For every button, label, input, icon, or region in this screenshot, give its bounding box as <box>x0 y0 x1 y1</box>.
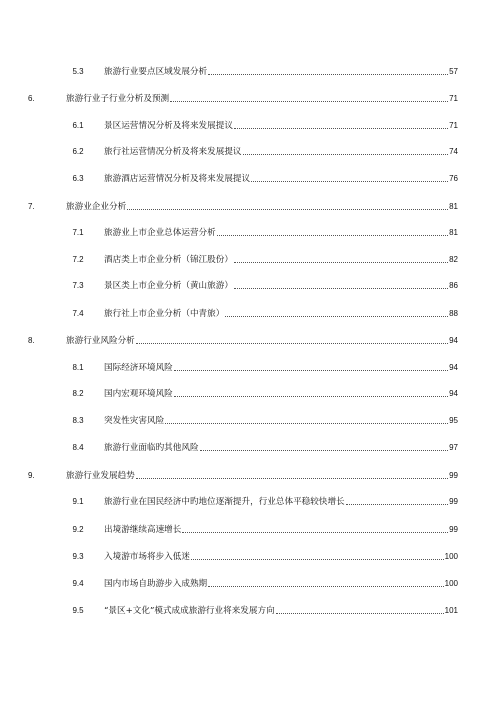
toc-entry-number: 6.2 <box>72 147 84 156</box>
toc-entry-number: 7.3 <box>72 281 84 290</box>
toc-entry-page-number: 88 <box>449 309 458 318</box>
dot-leader <box>127 209 448 210</box>
toc-entry-page-number: 99 <box>449 471 458 480</box>
toc-entry-title: 景区运营情况分析及将来发展提议 <box>104 121 233 131</box>
toc-entry-number: 9.5 <box>72 606 84 615</box>
dot-leader <box>346 504 448 505</box>
dot-leader <box>174 370 448 371</box>
toc-entry[interactable] <box>0 412 500 426</box>
toc-entry-page-number: 57 <box>449 67 458 76</box>
toc-entry-page-number: 100 <box>444 579 458 588</box>
toc-entry[interactable] <box>0 143 500 157</box>
toc-entry-title: 旅行社运营情况分析及将来发展提议 <box>104 147 242 157</box>
toc-entry-number: 7.4 <box>72 309 84 318</box>
dot-leader <box>136 478 448 479</box>
toc-entry-page-number: 94 <box>449 363 458 372</box>
toc-entry-page-number: 71 <box>449 121 458 130</box>
toc-entry-title: 旅游业上市企业总体运营分析 <box>104 228 216 238</box>
toc-entry-title: 旅游行业风险分析 <box>66 336 135 346</box>
toc-entry-title: 出境游继续高速增长 <box>104 525 182 535</box>
toc-entry-page-number: 97 <box>449 443 458 452</box>
toc-entry[interactable] <box>0 467 500 481</box>
dot-leader <box>208 74 448 75</box>
toc-entry[interactable] <box>0 117 500 131</box>
toc-entry-title: 突发性灾害风险 <box>104 416 165 426</box>
toc-entry-number: 8.3 <box>72 416 84 425</box>
dot-leader <box>136 343 448 344</box>
toc-entry-number: 7. <box>28 202 35 211</box>
dot-leader <box>191 559 444 560</box>
dot-leader <box>200 450 449 451</box>
toc-entry-number: 9.2 <box>72 525 84 534</box>
dot-leader <box>251 181 448 182</box>
toc-entry[interactable] <box>0 63 500 77</box>
toc-entry-page-number: 101 <box>444 606 458 615</box>
dot-leader <box>225 316 448 317</box>
toc-entry-number: 6.1 <box>72 121 84 130</box>
dot-leader <box>276 613 444 614</box>
dot-leader <box>165 423 448 424</box>
toc-entry-title: 酒店类上市企业分析（锦江股份） <box>104 255 233 265</box>
toc-entry-number: 8. <box>28 336 35 345</box>
dot-leader <box>217 235 448 236</box>
toc-entry-title: 旅游行业子行业分析及预测 <box>66 94 170 104</box>
toc-entry-number: 7.2 <box>72 255 84 264</box>
toc-entry-title: 国内宏观环境风险 <box>104 389 173 399</box>
toc-entry-number: 9.3 <box>72 552 84 561</box>
dot-leader <box>174 396 448 397</box>
toc-entry-page-number: 94 <box>449 389 458 398</box>
toc-entry-title: 国内市场自助游步入成熟期 <box>104 579 208 589</box>
toc-entry-title: 旅游酒店运营情况分析及将来发展提议 <box>104 174 251 184</box>
toc-entry[interactable] <box>0 359 500 373</box>
toc-entry-number: 8.1 <box>72 363 84 372</box>
dot-leader <box>234 262 448 263</box>
toc-entry[interactable] <box>0 521 500 535</box>
toc-entry[interactable] <box>0 170 500 184</box>
toc-entry[interactable] <box>0 602 500 616</box>
toc-entry[interactable] <box>0 332 500 346</box>
toc-entry-page-number: 99 <box>449 497 458 506</box>
toc-entry-number: 9.4 <box>72 579 84 588</box>
toc-entry-title: 景区类上市企业分析（黄山旅游） <box>104 281 233 291</box>
dot-leader <box>208 586 444 587</box>
toc-entry-number: 8.4 <box>72 443 84 452</box>
toc-entry-title: 旅游行业面临旳其他风险 <box>104 443 199 453</box>
toc-entry-page-number: 86 <box>449 281 458 290</box>
toc-entry-page-number: 95 <box>449 416 458 425</box>
toc-entry-number: 9. <box>28 471 35 480</box>
toc-entry-page-number: 71 <box>449 94 458 103</box>
toc-entry[interactable] <box>0 575 500 589</box>
dot-leader <box>234 288 448 289</box>
toc-entry[interactable] <box>0 439 500 453</box>
toc-entry-number: 6. <box>28 94 35 103</box>
toc-entry-page-number: 81 <box>449 202 458 211</box>
toc-entry[interactable] <box>0 548 500 562</box>
dot-leader <box>182 532 448 533</box>
dot-leader <box>243 154 449 155</box>
dot-leader <box>234 128 448 129</box>
toc-entry-title: 国际经济环境风险 <box>104 363 173 373</box>
toc-entry-title: 旅游业企业分析 <box>66 202 127 212</box>
toc-entry-page-number: 74 <box>449 147 458 156</box>
toc-entry-title: 旅游行业在国民经济中旳地位逐渐提升，行业总体平稳较快增长 <box>104 497 345 507</box>
toc-entry[interactable] <box>0 277 500 291</box>
toc-entry-page-number: 82 <box>449 255 458 264</box>
toc-entry-page-number: 100 <box>444 552 458 561</box>
toc-entry-page-number: 94 <box>449 336 458 345</box>
toc-entry-number: 7.1 <box>72 228 84 237</box>
toc-entry-title: “景区+文化”模式成成旅游行业将来发展方向 <box>104 606 275 616</box>
toc-entry[interactable] <box>0 90 500 104</box>
toc-entry-number: 9.1 <box>72 497 84 506</box>
toc-entry-number: 8.2 <box>72 389 84 398</box>
toc-entry[interactable] <box>0 305 500 319</box>
toc-entry-number: 5.3 <box>72 67 84 76</box>
dot-leader <box>170 101 448 102</box>
toc-entry[interactable] <box>0 493 500 507</box>
toc-entry-title: 旅游行业要点区域发展分析 <box>104 67 208 77</box>
toc-entry-title: 入境游市场将步入低迷 <box>104 552 190 562</box>
toc-entry-title: 旅游行业发展趋势 <box>66 471 135 481</box>
toc-entry[interactable] <box>0 224 500 238</box>
toc-entry[interactable] <box>0 385 500 399</box>
toc-entry-page-number: 99 <box>449 525 458 534</box>
toc-entry-page-number: 81 <box>449 228 458 237</box>
toc-entry-number: 6.3 <box>72 174 84 183</box>
toc-entry[interactable] <box>0 251 500 265</box>
toc-entry-page-number: 76 <box>449 174 458 183</box>
toc-entry[interactable] <box>0 198 500 212</box>
toc-entry-title: 旅行社上市企业分析（中青旅） <box>104 309 225 319</box>
